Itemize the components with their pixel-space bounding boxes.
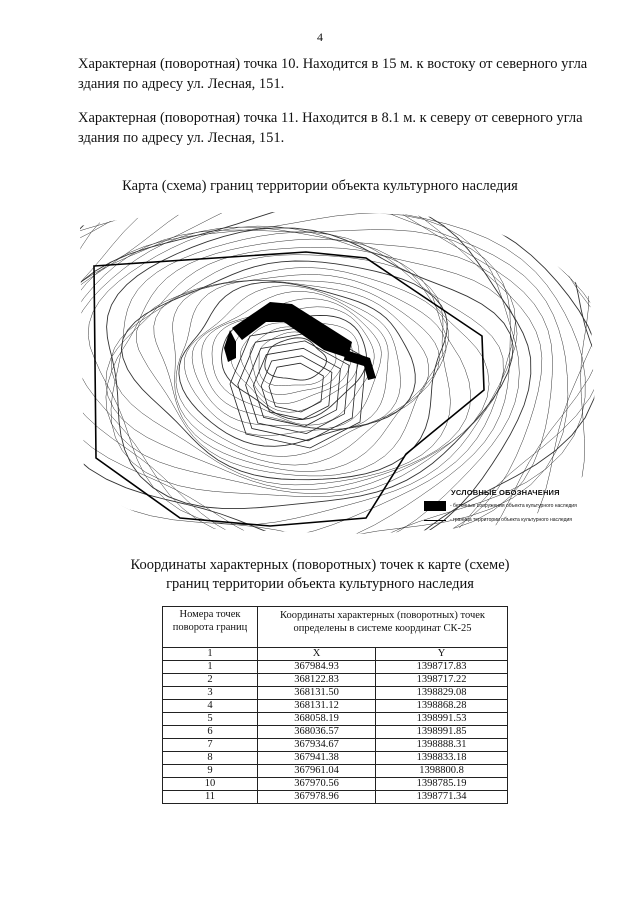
table-row [163,713,508,726]
cell-y: 1398991.85 [376,726,508,739]
fortification-outline [261,356,332,419]
table-row [163,765,508,778]
cell-y: 1398717.83 [376,661,508,674]
table-header-row [163,607,508,648]
cell-n: 3 [163,687,258,700]
coordinates-table [162,606,508,804]
paragraph-point-10: Характерная (поворотная) точка 10. Находится в 15 м. к востоку от северного угла здания по адресу ул. Лесная, 151. [78,56,588,92]
map-title: Карта (схема) границ территории объекта культурного наследия [122,178,518,194]
table-row [163,726,508,739]
table-row [163,752,508,765]
legend-label-boundary: - граница территории объекта культурного наследия [450,517,573,523]
subheader-x: X [258,648,376,661]
contour-line [176,281,429,457]
table-row [163,700,508,713]
table-row [163,674,508,687]
table-row [163,778,508,791]
cell-y: 1398833.18 [376,752,508,765]
cell-y: 1398800.8 [376,765,508,778]
cell-n: 2 [163,674,258,687]
header-point-numbers: Номера точек поворота границ [163,607,258,648]
cell-y: 1398829.08 [376,687,508,700]
contour-line [173,281,440,466]
cell-n: 7 [163,739,258,752]
cell-x: 367941.38 [258,752,376,765]
table-row [163,661,508,674]
concrete-structure-arm [224,330,236,362]
table-title-line-2: границ территории объекта культурного наследия [166,576,474,592]
contour-line [136,268,448,476]
cell-n: 9 [163,765,258,778]
legend-swatch-line [424,520,446,521]
legend-item-boundary [424,517,572,523]
cell-y: 1398717.22 [376,674,508,687]
cell-y: 1398888.31 [376,739,508,752]
cell-n: 6 [163,726,258,739]
table-row [163,791,508,804]
subheader-y: Y [376,648,508,661]
cell-y: 1398785.19 [376,778,508,791]
cell-x: 367970.56 [258,778,376,791]
cell-x: 368131.50 [258,687,376,700]
fortification-outline [269,363,323,412]
table-title-line-1: Координаты характерных (поворотных) точек к карте (схеме) [130,557,510,573]
cell-n: 8 [163,752,258,765]
cell-n: 5 [163,713,258,726]
cell-x: 368036.57 [258,726,376,739]
cell-x: 367934.67 [258,739,376,752]
cell-x: 367978.96 [258,791,376,804]
cell-n: 1 [163,661,258,674]
fortification-outline [253,348,340,426]
legend-swatch-block [424,501,446,511]
page-number: 4 [317,30,323,44]
territory-boundary-line [94,252,484,526]
table-subheader-row [163,648,508,661]
subheader-index: 1 [163,648,258,661]
cell-y: 1398868.28 [376,700,508,713]
cell-n: 10 [163,778,258,791]
contour-line [106,239,489,494]
contour-line [70,230,510,540]
contour-line [121,261,447,480]
table-row [163,687,508,700]
cell-y: 1398771.34 [376,791,508,804]
cell-n: 4 [163,700,258,713]
cell-x: 368131.12 [258,700,376,713]
legend-label-concrete: - бетонные сооружения объекта культурного наследия [450,503,577,509]
table-title [0,556,640,594]
cell-x: 367984.93 [258,661,376,674]
header-coordinates: Координаты характерных (поворотных) точек определены в системе координат СК-25 [258,607,508,648]
cell-x: 368058.19 [258,713,376,726]
legend-title: УСЛОВНЫЕ ОБОЗНАЧЕНИЯ [451,488,560,497]
cell-n: 11 [163,791,258,804]
table-row [163,739,508,752]
cell-y: 1398991.53 [376,713,508,726]
concrete-structure-main [232,302,352,358]
cell-x: 367961.04 [258,765,376,778]
legend-item-concrete [424,501,577,511]
cell-x: 368122.83 [258,674,376,687]
paragraph-point-11: Характерная (поворотная) точка 11. Находится в 8.1 м. к северу от северного угла здания по адресу ул. Лесная, 151. [78,110,583,146]
